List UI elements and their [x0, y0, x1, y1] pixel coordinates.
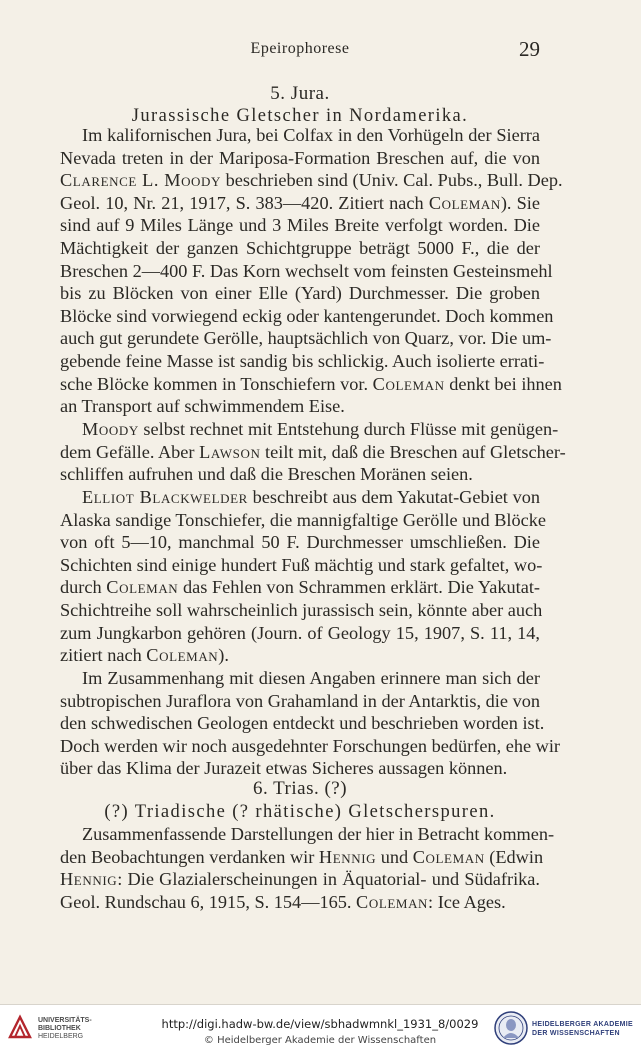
text-line: Im Zusammenhang mit diesen Angaben erinnere man sich der — [82, 668, 540, 688]
text-line: Breschen 2—400 F. Das Korn wechselt vom feinsten Gesteinsmehl — [60, 260, 553, 281]
text-line: Schichtreihe soll wahrscheinlich jurassisch sein, könnte aber auch — [60, 599, 543, 620]
text-line: schliffen aufruhen und daß die Breschen Moränen seien. — [60, 464, 473, 485]
permalink-url[interactable]: http://digi.hadw-bw.de/view/sbhadwmnkl_1931_8/0029 — [161, 1017, 479, 1031]
text-line: Moody selbst rechnet mit Entstehung durch Flüsse mit genügen- — [82, 419, 559, 439]
author-name: Hennig — [60, 869, 118, 890]
viewer-footer — [0, 1004, 641, 1053]
author-name: Coleman — [146, 645, 219, 666]
text-line: zum Jungkarbon gehören (Journ. of Geology 15, 1907, S. 11, 14, — [60, 622, 540, 643]
text-line: Im kalifornischen Jura, bei Colfax in den Vorhügeln der Sierra — [82, 125, 540, 145]
text-line: subtropischen Juraflora von Grahamland in der Antarktis, die von — [60, 690, 540, 711]
text-line: über das Klima der Jurazeit etwas Sicheres aussagen können. — [60, 758, 508, 779]
hadw-logo-text: HEIDELBERGER AKADEMIE DER WISSENSCHAFTEN — [532, 1021, 633, 1037]
text-line: von oft 5—10, manchmal 50 F. Durchmesser umschließen. Die — [60, 532, 540, 553]
page-header — [60, 37, 540, 62]
hadw-seal-icon[interactable] — [494, 1011, 528, 1045]
author-name: Coleman — [412, 846, 485, 867]
author-name: Coleman — [106, 577, 179, 598]
text-line: gebende feine Masse ist sandig bis schlickig. Auch isolierte errati- — [60, 350, 545, 371]
text-line: Doch werden wir noch ausgedehnter Forschungen bedürfen, ehe wir — [60, 735, 561, 756]
text-line: durch Coleman das Fehlen von Schrammen erklärt. Die Yakutat- — [60, 577, 540, 598]
author-name: Hennig — [318, 846, 377, 867]
text-line: den Beobachtungen verdanken wir Hennig und Coleman (Edwin — [60, 846, 544, 867]
text-line: sind auf 9 Miles Länge und 3 Miles Breite verfolgt worden. Die — [60, 215, 540, 236]
text-line: zitiert nach Coleman). — [60, 645, 229, 666]
text-line: auch gut gerundete Gerölle, hauptsächlich von Quarz, vor. Die um- — [60, 328, 552, 349]
text-line: den schwedischen Geologen entdeckt und beschrieben worden ist. — [60, 713, 545, 734]
text-line: an Transport auf schwimmendem Eise. — [60, 396, 345, 417]
text-line: Geol. 10, Nr. 21, 1917, S. 383—420. Zitiert nach Coleman). Sie — [60, 192, 541, 213]
page-number: 29 — [519, 37, 540, 61]
section-6-subheading: (?) Triadische (? rhätische) Gletscherspuren. — [104, 802, 496, 822]
text-line: Alaska sandige Tonschiefer, die mannigfaltige Gerölle und Blöcke — [60, 509, 547, 530]
text-line: Zusammenfassende Darstellungen der hier in Betracht kommen- — [82, 824, 555, 844]
author-name: Clarence L. Moody — [60, 170, 222, 191]
text-line: dem Gefälle. Aber Lawson teilt mit, daß die Breschen auf Gletscher- — [60, 441, 566, 462]
section-6-heading: 6. Trias. (?) — [252, 778, 348, 799]
text-line: Geol. Rundschau 6, 1915, S. 154—165. Coleman: Ice Ages. — [60, 891, 506, 912]
author-name: Coleman — [356, 891, 429, 912]
author-name: Coleman — [372, 373, 445, 394]
author-name: Elliot Blackwelder — [82, 487, 248, 507]
section-5-paragraph-4 — [60, 667, 561, 780]
ub-logo-text: UNIVERSITÄTS- BIBLIOTHEK HEIDELBERG — [38, 1017, 92, 1040]
text-line: Clarence L. Moody beschrieben sind (Univ. Cal. Pubs., Bull. Dep. — [60, 170, 563, 191]
author-name: Moody — [82, 419, 139, 439]
section-6-paragraph-1 — [60, 823, 555, 913]
text-line: bis zu Blöcken von einer Elle (Yard) Durchmesser. Die groben — [60, 283, 540, 304]
text-line: Mächtigkeit der ganzen Schichtgruppe beträgt 5000 F., die der — [60, 237, 540, 258]
text-line: Blöcke sind vorwiegend eckig oder kantengerundet. Doch kommen — [60, 305, 554, 326]
section-5-paragraph-3 — [60, 486, 547, 667]
text-line: sche Blöcke kommen in Tonschiefern vor. Coleman denkt bei ihnen — [60, 373, 562, 394]
text-line: Schichten sind einige hundert Fuß mächtig und stark gefaltet, wo- — [60, 554, 543, 575]
running-title: Epeirophorese — [250, 40, 350, 57]
section-5-paragraph-2 — [60, 418, 566, 486]
text-line: Elliot Blackwelder beschreibt aus dem Yakutat-Gebiet von — [82, 487, 541, 507]
text-line: Nevada treten in der Mariposa-Formation Breschen auf, die von — [60, 147, 540, 168]
section-5-heading: 5. Jura. — [270, 83, 330, 104]
section-5-subheading: Jurassische Gletscher in Nordamerika. — [131, 106, 469, 126]
copyright-notice: © Heidelberger Akademie der Wissenschaften — [203, 1035, 437, 1046]
author-name: Coleman — [428, 192, 501, 213]
author-name: Lawson — [199, 441, 261, 462]
ub-heidelberg-logo-icon[interactable] — [6, 1013, 34, 1041]
text-line: Hennig: Die Glazialerscheinungen in Äquatorial- und Südafrika. — [60, 869, 540, 890]
section-5-paragraph-1 — [60, 124, 563, 418]
